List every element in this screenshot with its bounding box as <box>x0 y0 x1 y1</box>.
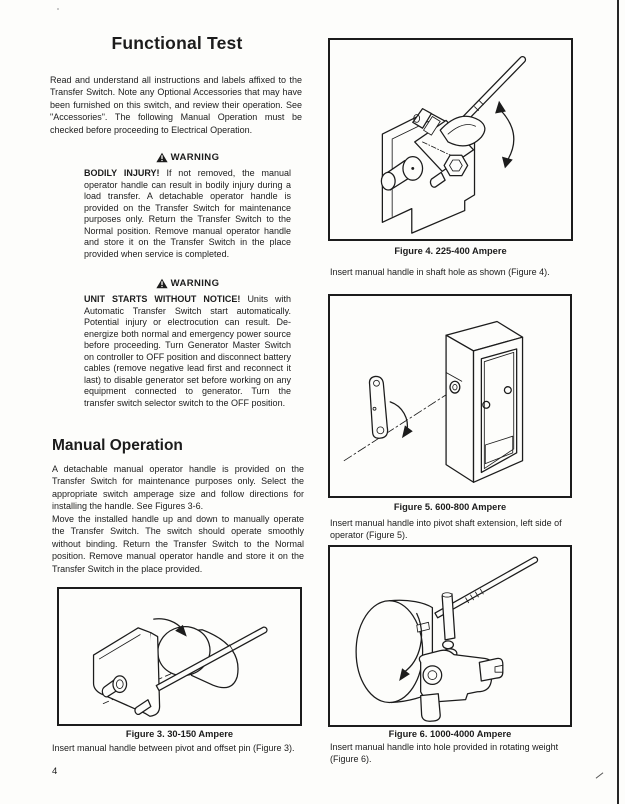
warning-icon <box>156 152 168 163</box>
warning-icon <box>156 278 168 289</box>
figure-3-caption: Figure 3. 30-150 Ampere <box>125 729 234 739</box>
scan-artifact-mark <box>596 772 604 778</box>
figure-4-caption: Figure 4. 225-400 Ampere <box>394 246 507 256</box>
figure-5-note: Insert manual handle into pivot shaft extension, left side of operator (Figure 5). <box>330 518 562 540</box>
warning-2-lead: UNIT STARTS WITHOUT NOTICE! <box>84 294 241 304</box>
manual-operation-paragraph-2: Move the installed handle up and down to manually operate the Transfer Switch. The switch should operate smoothly without binding. Return the Transfer Switch to the Normal position. Remove manual operator handle and store it on the Transfer Switch in the place provided. <box>52 514 304 574</box>
warning-label: WARNING <box>170 152 220 163</box>
warning-1-body: If not removed, the manual operator handle can result in bodily injury during a load transfer. A detachable operator handle is provided on the Transfer Switch for maintenance purposes only. Return the Transfer Switch to the Normal position. Remove manual operator handle and store it on the Transfer Switch in the place provided when service is completed. <box>84 168 291 259</box>
figure-3-illustration-handle-pivot <box>59 589 300 724</box>
page-edge-line <box>617 0 619 804</box>
page-number: 4 <box>52 766 58 777</box>
figure-6-box <box>328 545 572 727</box>
figure-6-note: Insert manual handle into hole provided in rotating weight (Figure 6). <box>330 742 559 764</box>
manual-operation-paragraph-1: A detachable manual operator handle is provided on the Transfer Switch for maintenance purposes only. Select the appropriate switch amperage size and follow directions for installing the handle. See Figures 3-6. <box>52 464 304 512</box>
page-title: Functional Test <box>111 33 243 53</box>
figure-4-note: Insert manual handle in shaft hole as shown (Figure 4). <box>330 267 550 277</box>
warning-2-body: Units with Automatic Transfer Switch start automatically. Potential injury or electrocution can result. De-energize both normal and emergency power source before proceeding. Turn Generator Master Switch on controller to OFF position and disconnect battery cables (remove negative lead first and reconnect it last) to disable generator set before working on any equipment connected to generator. Turn the transfer switch selector switch to the OFF position. <box>84 294 291 408</box>
figure-6-illustration-rotating-weight <box>330 547 570 725</box>
warning-1-header <box>84 152 291 163</box>
scan-speck <box>57 8 59 10</box>
warning-2-text <box>84 294 291 409</box>
figure-5-box <box>328 294 572 498</box>
figure-5-caption: Figure 5. 600-800 Ampere <box>393 502 507 512</box>
figure-4-illustration-shaft-hole <box>330 40 571 239</box>
figure-3-note: Insert manual handle between pivot and offset pin (Figure 3). <box>52 743 295 753</box>
figure-6-caption: Figure 6. 1000-4000 Ampere <box>388 729 512 739</box>
warning-label: WARNING <box>170 278 220 289</box>
warning-1-lead: BODILY INJURY! <box>84 168 160 178</box>
warning-1-text <box>84 168 291 260</box>
intro-paragraph: Read and understand all instructions and labels affixed to the Transfer Switch. Note any Optional Accessories that may have been furnished on this switch, and review their operation. See "Accessories". The following Manual Operation must be checked before proceeding to Electrical Operation. <box>50 75 302 135</box>
figure-5-illustration-pivot-shaft <box>330 296 570 496</box>
section-heading-manual-operation: Manual Operation <box>52 437 183 454</box>
warning-2-header <box>84 278 291 289</box>
figure-3-box <box>57 587 302 726</box>
figure-4-box <box>328 38 573 241</box>
